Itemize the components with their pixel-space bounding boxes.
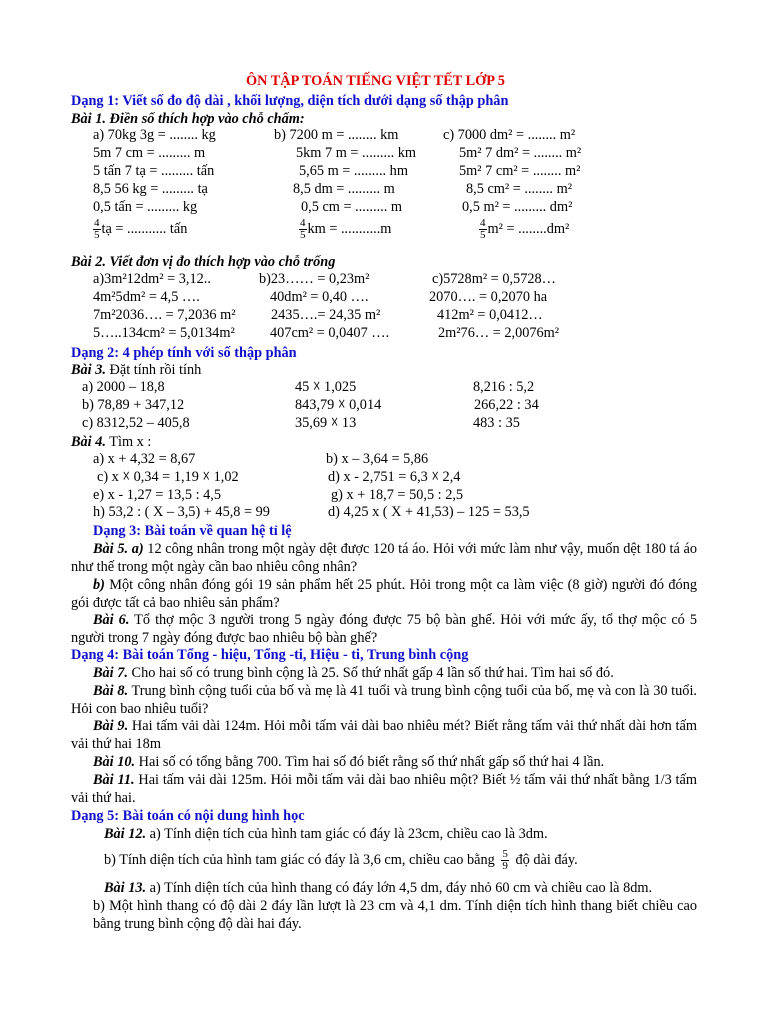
fraction-5-9: $\frac{5}{9}$ — [502, 848, 508, 873]
bai3-r2-a: c) 8312,52 – 405,8 — [82, 415, 190, 431]
bai5b-text: Một công nhân đóng gói 19 sản phẩm hết 25 phút. Hỏi trong một ca làm việc (8 giờ) người đó đóng gói được tất cả bao nhiêu sản phẩm? — [71, 577, 697, 611]
bai6-paragraph — [71, 611, 697, 647]
bai6-label: Bài 6. — [93, 612, 130, 628]
bai9-label: Bài 9. — [93, 718, 129, 734]
bai5a-paragraph — [71, 540, 697, 576]
bai1-r1-a: 5m 7 cm = ......... m — [93, 145, 206, 161]
bai12b-pre: b) Tính diện tích của hình tam giác có đáy là 3,6 cm, chiều cao bằng — [104, 852, 495, 868]
bai2-r0-b: b)23…… = 0,23m² — [259, 271, 370, 287]
bai2-r3-c: 2m²76… = 2,0076m² — [438, 325, 560, 341]
bai4-r2-b: g) x + 18,7 = 50,5 : 2,5 — [331, 487, 464, 503]
bai5a-text: 12 công nhân trong một ngày dệt được 120 tá áo. Hỏi với mức làm như vậy, muốn dệt 180 tá áo như thế trong một ngày cần bao nhiêu công nhân? — [71, 541, 698, 575]
bai6-text: Tổ thợ mộc 3 người trong 5 ngày đóng được 75 bộ bàn ghế. Hỏi với mức ấy, tổ thợ mộc có 5 người trong 7 ngày đóng được bao nhiêu bộ bàn ghế? — [71, 612, 697, 646]
bai3-r2-b: 35,69 ☓ 13 — [295, 415, 357, 431]
bai4-line — [71, 433, 151, 451]
bai4-r1-a: c) x ☓ 0,34 = 1,19 ☓ 1,02 — [97, 469, 239, 485]
bai7-text: Cho hai số có trung bình cộng là 25. Số thứ nhất gấp 4 lần số thứ hai. Tìm hai số đó. — [127, 665, 614, 681]
bai3-label: Bài 3. — [71, 362, 106, 378]
bai7-label: Bài 7. — [93, 665, 128, 681]
bai11-label: Bài 11. — [93, 772, 135, 788]
bai2-r2-c: 412m² = 0,0412… — [437, 307, 543, 323]
bai2-r2-b: 2435….= 24,35 m² — [271, 307, 381, 323]
bai11-paragraph — [71, 771, 697, 807]
bai2-label: Bài 2. Viết đơn vị đo thích hợp vào chỗ trống — [71, 254, 336, 270]
fraction-4-5: $\frac{4}{5}$ — [300, 217, 306, 241]
bai12b-line — [104, 849, 578, 872]
bai8-text: Trung bình cộng tuổi của bố và mẹ là 41 tuổi và trung bình cộng tuổi của bố, mẹ và con là 30 tuổi. Hỏi con bao nhiêu tuổi? — [71, 683, 697, 717]
fraction-4-5: $\frac{4}{5}$ — [94, 217, 100, 241]
fraction-4-5: $\frac{4}{5}$ — [480, 217, 486, 241]
bai13a-text: a) Tính diện tích của hình thang có đáy lớn 4,5 dm, đáy nhỏ 60 cm và chiều cao là 8dm. — [146, 880, 653, 896]
bai1-r0-b: b) 7200 m = ........ km — [274, 127, 399, 143]
bai13-label: Bài 13. — [104, 880, 147, 896]
bai3-r0-b: 45 ☓ 1,025 — [295, 379, 357, 395]
bai4-r0-a: a) x + 4,32 = 8,67 — [93, 451, 196, 467]
bai3-r1-c: 266,22 : 34 — [474, 397, 539, 413]
bai3-r0-c: 8,216 : 5,2 — [473, 379, 535, 395]
bai4-r3-b: d) 4,25 x ( X + 41,53) – 125 = 53,5 — [328, 504, 530, 520]
bai1-r1-b: 5km 7 m = ......... km — [296, 145, 417, 161]
bai1-r2-c: 5m² 7 cm² = ........ m² — [459, 163, 581, 179]
bai1-r0-c: c) 7000 dm² = ........ m² — [443, 127, 576, 143]
bai2-r1-b: 40dm² = 0,40 …. — [270, 289, 369, 305]
bai1-r4-b: 0,5 cm = ......... m — [301, 199, 402, 215]
dang4-heading: Dạng 4: Bài toán Tổng - hiệu, Tổng -ti, Hiệu - ti, Trung bình cộng — [71, 647, 469, 663]
bai1-label: Bài 1. Điền số thích hợp vào chỗ chấm: — [71, 111, 305, 127]
bai2-r3-a: 5…..134cm² = 5,0134m² — [93, 325, 235, 341]
bai5b-paragraph — [71, 576, 697, 612]
bai2-r3-b: 407cm² = 0,0407 …. — [270, 325, 390, 341]
bai10-paragraph — [71, 753, 697, 771]
bai13b-paragraph: b) Một hình thang có độ dài 2 đáy lần lượt là 23 cm và 4,1 dm. Tính diện tích hình thang biết chiều cao bằng trung bình cộng độ dài hai đáy. — [93, 898, 697, 932]
bai2-r0-a: a)3m²12dm² = 3,12.. — [93, 271, 211, 287]
bai10-label: Bài 10. — [93, 754, 136, 770]
bai4-r1-b: d) x - 2,751 = 6,3 ☓ 2,4 — [328, 469, 461, 485]
bai12a-text: a) Tính diện tích của hình tam giác có đáy là 23cm, chiều cao là 3dm. — [146, 826, 548, 842]
bai7-paragraph — [71, 664, 697, 682]
dang1-heading: Dạng 1: Viết số đo độ dài , khối lượng, diện tích dưới dạng số thập phân — [71, 93, 509, 109]
bai1-r4-c: 0,5 m² = ......... dm² — [462, 199, 573, 215]
bai1-r3-c: 8,5 cm² = ........ m² — [466, 181, 572, 197]
bai3-text: Đặt tính rồi tính — [105, 362, 202, 378]
bai3-line — [71, 361, 201, 379]
bai3-r0-a: a) 2000 – 18,8 — [82, 379, 165, 395]
bai1-r3-b: 8,5 dm = ......... m — [293, 181, 395, 197]
dang5-heading: Dạng 5: Bài toán có nội dung hình học — [71, 808, 305, 824]
bai1-r0-a: a) 70kg 3g = ........ kg — [93, 127, 216, 143]
bai2-r1-a: 4m²5dm² = 4,5 …. — [93, 289, 200, 305]
bai1-r1-c: 5m² 7 dm² = ........ m² — [459, 145, 582, 161]
bai1-frac-b: $\frac{4}{5}$ km = ...........m — [300, 217, 392, 241]
bai3-r2-c: 483 : 35 — [473, 415, 520, 431]
bai5a-label: Bài 5. a) — [93, 541, 144, 557]
bai4-label: Bài 4. — [71, 434, 106, 450]
bai1-frac-a: $\frac{4}{5}$ tạ = ........... tấn — [94, 217, 188, 241]
bai9-text: Hai tấm vải dài 124m. Hỏi mỗi tấm vải dài bao nhiêu mét? Biết rằng tấm vải thứ nhất dài hơn tấm vải thứ hai 18m — [71, 718, 697, 752]
bai2-r1-c: 2070…. = 0,2070 ha — [429, 289, 548, 305]
bai2-r0-c: c)5728m² = 0,5728… — [432, 271, 556, 287]
bai1-r3-a: 8,5 56 kg = ......... tạ — [93, 181, 208, 197]
bai2-r2-a: 7m²2036…. = 7,2036 m² — [93, 307, 236, 323]
bai10-text: Hai số có tổng bằng 700. Tìm hai số đó biết rằng số thứ nhất gấp số thứ hai 4 lần. — [135, 754, 605, 770]
bai11-text: Hai tấm vải dài 125m. Hỏi mỗi tấm vải dài bao nhiêu một? Biết ½ tấm vải thứ nhất bằng 1/3 tấm vải thứ hai. — [71, 772, 697, 806]
bai4-r3-a: h) 53,2 : ( X – 3,5) + 45,8 = 99 — [93, 504, 270, 520]
bai12a-line — [104, 825, 548, 843]
page-title: ÔN TẬP TOÁN TIẾNG VIỆT TẾT LỚP 5 — [246, 73, 505, 89]
bai13a-line — [104, 879, 652, 897]
dang2-heading: Dạng 2: 4 phép tính với số thập phân — [71, 345, 297, 361]
bai3-r1-b: 843,79 ☓ 0,014 — [295, 397, 382, 413]
bai9-paragraph — [71, 717, 697, 753]
bai4-r2-a: e) x - 1,27 = 13,5 : 4,5 — [93, 487, 221, 503]
bai4-text: Tìm x : — [105, 434, 152, 450]
bai1-frac-c: $\frac{4}{5}$ m² = ........dm² — [480, 217, 570, 241]
bai12-label: Bài 12. — [104, 826, 147, 842]
bai1-r4-a: 0,5 tấn = ......... kg — [93, 199, 198, 215]
bai8-label: Bài 8. — [93, 683, 129, 699]
bai1-r2-b: 5,65 m = ......... hm — [299, 163, 408, 179]
bai1-r2-a: 5 tấn 7 tạ = ......... tấn — [93, 163, 215, 179]
bai4-r0-b: b) x – 3,64 = 5,86 — [326, 451, 429, 467]
bai12b-post: độ dài đáy. — [511, 852, 578, 868]
bai5b-label: b) — [93, 577, 105, 593]
dang3-heading: Dạng 3: Bài toán về quan hệ tỉ lệ — [93, 523, 292, 539]
bai3-r1-a: b) 78,89 + 347,12 — [82, 397, 185, 413]
bai8-paragraph — [71, 682, 697, 718]
